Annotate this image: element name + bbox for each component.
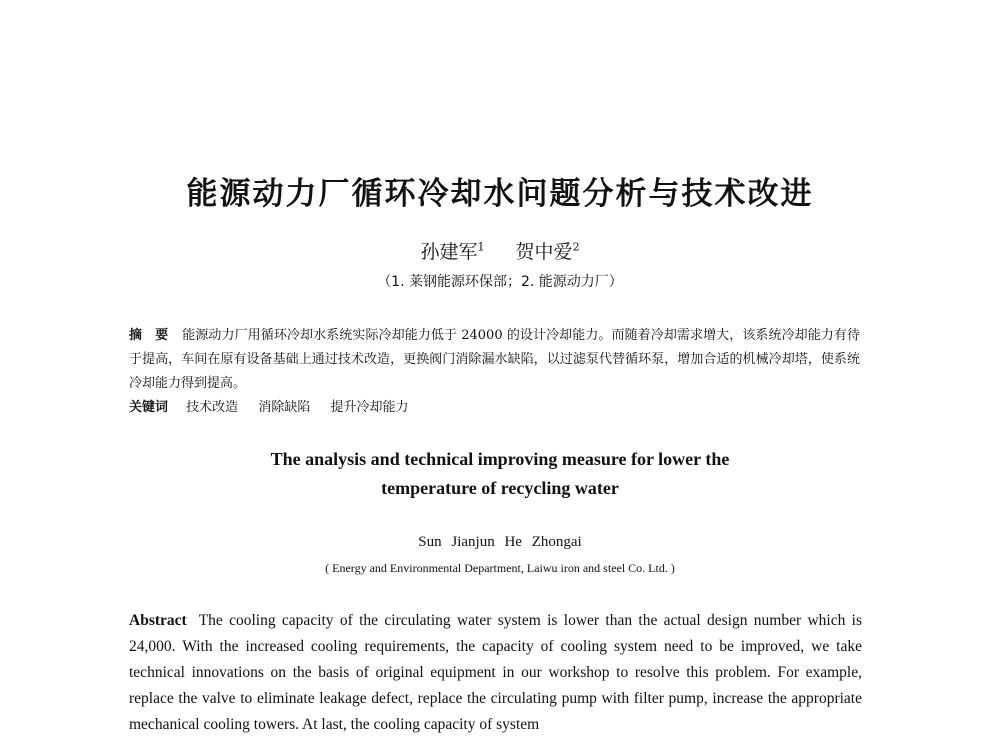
keywords-label: 关键词 xyxy=(129,400,169,415)
abstract-label-english: Abstract xyxy=(129,612,187,629)
abstract-english xyxy=(129,608,862,738)
abstract-chinese xyxy=(129,324,860,396)
keywords-chinese xyxy=(129,396,860,420)
paper-title-english xyxy=(0,445,1000,503)
author-name: 贺中爱 xyxy=(515,241,573,263)
author-affiliation-mark: 1 xyxy=(477,240,485,254)
abstract-text-english: The cooling capacity of the circulating water system is lower than the actual design number which is 24,000. With the increased cooling requirements, the capacity of cooling system need to be improved, we take technical innovations on the basis of original equipment in our workshop to resolve this problem. For example, replace the valve to eliminate leakage defect, replace the circulating pump with filter pump, increase the appropriate mechanical cooling towers. At last, the cooling capacity of system xyxy=(129,612,862,733)
affiliation-chinese: （1. 莱钢能源环保部；2. 能源动力厂） xyxy=(377,274,623,290)
title-english-line: The analysis and technical improving measure for lower the xyxy=(270,449,730,469)
authors-chinese xyxy=(0,237,1000,264)
abstract-text-chinese: 能源动力厂用循环冷却水系统实际冷却能力低于 24000 的设计冷却能力。而随着冷却需求增大，该系统冷却能力有待于提高，车间在原有设备基础上通过技术改造，更换阀门消除漏水缺陷，以过滤泵代替循环泵，增加合适的机械冷却塔，使系统冷却能力得到提高。 xyxy=(129,328,860,391)
affiliation-english: ( Energy and Environmental Department, Laiwu iron and steel Co. Ltd. ) xyxy=(325,561,675,575)
author-affiliation-mark: 2 xyxy=(572,240,580,254)
authors-english: Sun Jianjun He Zhongai xyxy=(418,534,582,550)
keyword: 提升冷却能力 xyxy=(330,400,409,415)
abstract-label-chinese: 摘 要 xyxy=(129,328,169,343)
keyword: 消除缺陷 xyxy=(258,400,311,415)
keyword: 技术改造 xyxy=(186,400,239,415)
paper-title-chinese: 能源动力厂循环冷却水问题分析与技术改进 xyxy=(186,176,814,212)
author-name: 孙建军 xyxy=(420,241,478,263)
title-english-line: temperature of recycling water xyxy=(381,478,619,498)
